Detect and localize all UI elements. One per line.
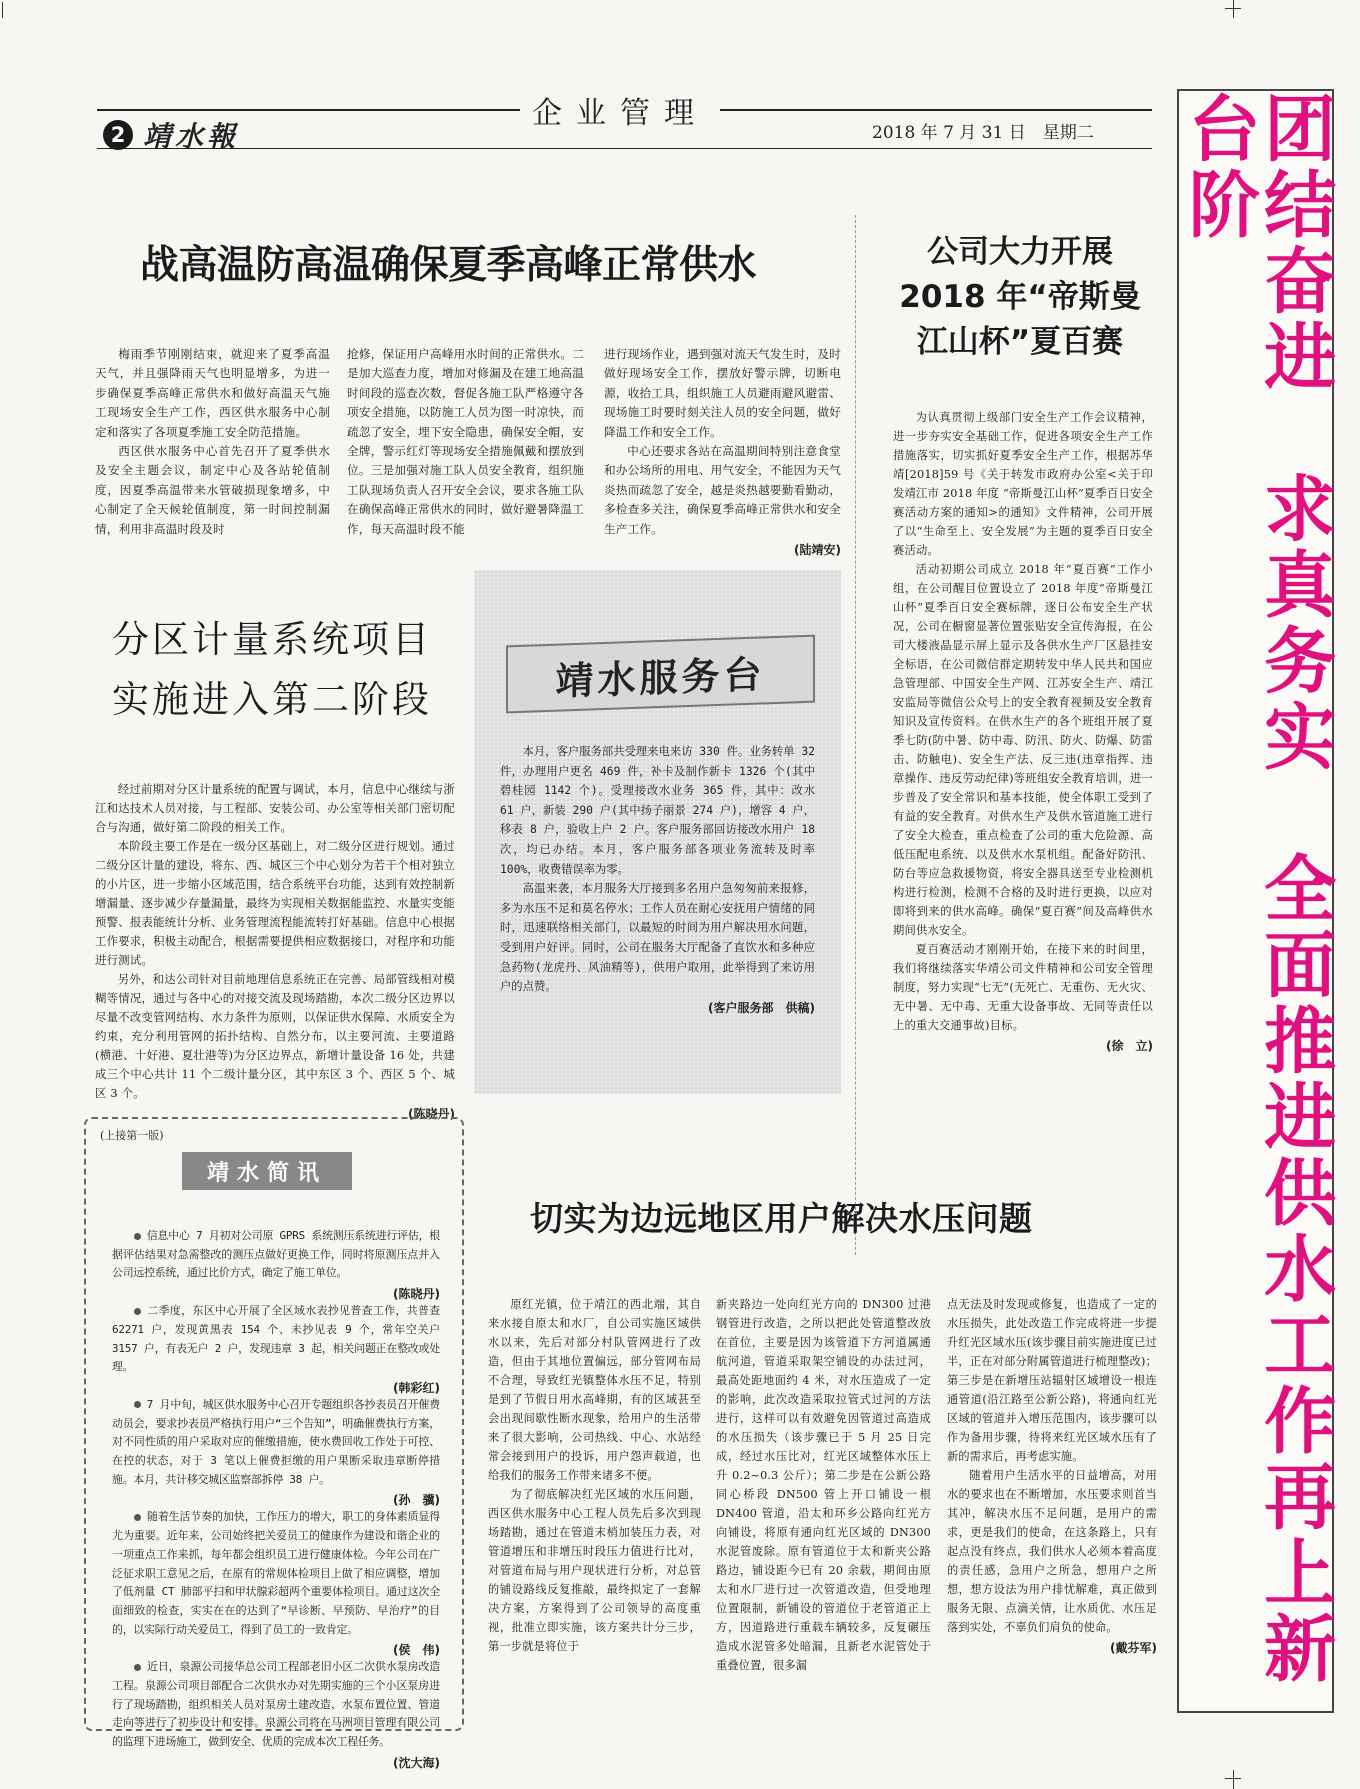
service-banner: 靖水服务台 bbox=[506, 635, 815, 714]
brief-text: 近日，泉源公司接华总公司工程部老旧小区二次供水泵房改造工程。泉源公司项目部配合二次供水办对先期实施的三个小区泵房进行了现场踏勘，组织相关人员对泵房土建改造、水泵布置位置、管道走向等进行了初步设计和安排。泉源公司将在马洲项目管理有限公司的监理下进场施工，做到安全、优质的完成本次工程任务。 bbox=[112, 1660, 440, 1749]
masthead bbox=[103, 115, 239, 155]
issue-date: 2018 年 7 月 31 日 星期二 bbox=[872, 123, 1094, 143]
byline: (侯 伟) bbox=[393, 1643, 440, 1658]
paragraph: 中心还要求各站在高温期间特别注意食堂和办公场所的用电、用气安全，不能因为天气炎热而疏忽了安全，越是炎热越要勤看勤动，多检查多关注，确保夏季高峰正常供水和安全生产工作。 bbox=[604, 444, 841, 536]
paragraph: 另外，和达公司针对目前地理信息系统正在完善、局部管线相对模糊等情况，通过与各中心的对接交流及现场踏勘，本次二级分区边界以尽量不改变管网结构、水力条件为原则，以保证供水保障、水质安全为约束，充分利用管网的拓扑结构、自然分布，以主要河流、主要道路(横港、十好港、夏壮港等)为分区边界点，新增计量设备 16 处，共建成三个中心共计 11 个二级计量分区，其中东区 3 个、西区 5 个、城区 3 个。 bbox=[95, 972, 455, 1100]
byline: (客户服务部 供稿) bbox=[708, 1000, 815, 1015]
section-title-text: 企业管理 bbox=[520, 96, 720, 131]
article4-headline: 切实为边远地区用户解决水压问题 bbox=[530, 1199, 1033, 1238]
bullet-icon bbox=[134, 1664, 141, 1671]
crop-mark bbox=[1233, 1770, 1234, 1789]
brief-item bbox=[112, 1658, 440, 1752]
headline-line: 2018 年“帝斯曼 bbox=[899, 279, 1141, 315]
paragraph: 点无法及时发现或修复，也造成了一定的水压损失，此处改造工作完成将进一步提升红光区域水压(该步骤目前实施进度已过半，正在对部分附属管道进行梳理整改)；第三步是在新增压站辐射区域增设一根连通管道(沿江路至公新公路)，将通向红光区域的管道并入增压范围内，该步骤可以作为备用步骤，待将来红光区域水压有了新的需求后，再考虑实施。 bbox=[947, 1298, 1157, 1463]
bullet-icon bbox=[134, 1308, 141, 1315]
paragraph: 经过前期对分区计量系统的配置与调试，本月，信息中心继续与浙江和达技术人员对接，与工程部、安装公司、办公室等相关部门密切配合与沟通，做好第二阶段的相关工作。 bbox=[95, 782, 455, 834]
paragraph: 高温来袭，本月服务大厅接到多名用户急匆匆前来报修，多为水压不足和莫名停水；工作人员在耐心安抚用户情绪的同时，迅速联络相关部门，以最短的时间为用户解决用水问题，受到用户好评。同时，公司在服务大厅配备了直饮水和多种应急药物(龙虎丹、风油精等)，供用户取用，此举得到了来访用户的点赞。 bbox=[500, 882, 815, 994]
section-title bbox=[520, 88, 720, 132]
crop-mark bbox=[1233, 0, 1234, 18]
byline: (韩彩红) bbox=[393, 1380, 440, 1395]
headline-line: 分区计量系统项目 bbox=[112, 618, 432, 661]
headline-line: 实施进入第二阶段 bbox=[112, 678, 432, 721]
paragraph: 活动初期公司成立 2018 年“夏百赛”工作小组，在公司醒目位置设立了 2018 年度“帝斯曼江山杯”夏季百日安全赛标牌，逐日公布安全生产状况，公司在橱窗显著位置张贴安全宣传海报，在公司大楼液晶显示屏上显示及各供水生产厂区悬挂安全标语，在公司微信群定期转发中华人民共和国应急管理部、中国安全生产网、江苏安全生产、靖江安监局等微信公众号上的安全教育视频及安全教育知识及宣传资料。在供水生产的各个班组开展了夏季七防(防中暑、防中毒、防汛、防火、防爆、防雷击、防触电)、安全生产法、反三违(违章指挥、违章操作、违反劳动纪律)等班组安全教育培训，进一步普及了安全常识和基本技能，使全体职工受到了有益的安全教育。对供水生产及供水管道施工进行了安全大检查，重点检查了公司的重大危险源、高低压配电系统、以及供水水泵机组。配备好防汛、防台等应急救援物资，将安全器具送至专业检测机构进行检测，检测不合格的及时进行更换，以应对即将到来的供水高峰。确保“夏百赛”间及高峰供水期间供水安全。 bbox=[893, 563, 1153, 937]
byline: (孙 骥) bbox=[393, 1493, 440, 1508]
crop-mark bbox=[1225, 8, 1241, 9]
byline: (戴芬军) bbox=[1110, 1641, 1157, 1655]
paragraph: 本月，客户服务部共受理来电来访 330 件。业务转单 32 件，办理用户更名 469 件，补卡及制作新卡 1326 个(其中碧桂园 1142 个)。受理接改水业务 365 件，其中：改水 61 户，新装 290 户(其中扬子丽景 274 户)，增容 4 户，移表 8 户，验收上户 2 户。客户服务部回访接改水用户 18 次，均已办结。本月，客户服务部各项业务流转及时率 100%，收费错误率为零。 bbox=[500, 745, 815, 876]
service-box bbox=[474, 570, 841, 1094]
byline: (陈晓丹) bbox=[393, 1287, 440, 1302]
paragraph: 进行现场作业，遇到强对流天气发生时，及时做好现场安全工作，摆放好警示牌，切断电源，收拾工具，组织施工人员避雨避风避雷、现场施工时要时刻关注人员的安全问题，做好降温工作和安全工作。 bbox=[604, 347, 841, 439]
page-number-badge: 2 bbox=[103, 120, 133, 150]
brief-text: 信息中心 7 月初对公司原 GPRS 系统测压系统进行评估，根据评估结果对急需整改的测压点做好更换工作，同时将原测压点并入公司远控系统，通过比价方式，确定了施工单位。 bbox=[112, 1229, 440, 1280]
crop-mark bbox=[1225, 1778, 1241, 1779]
briefs-box bbox=[84, 1117, 464, 1770]
headline-line: 公司大力开展 bbox=[927, 234, 1113, 270]
slogan-text: 团结奋进 求真务实 全面推进供水工作再上新台阶 bbox=[1176, 91, 1337, 1687]
byline: (徐 立) bbox=[1106, 1039, 1153, 1053]
paper-name: 靖水報 bbox=[143, 120, 240, 153]
article2-headline bbox=[112, 610, 432, 730]
paragraph: 为认真贯彻上级部门安全生产工作会议精神，进一步夯实安全基础工作，促进各项安全生产工作措施落实，切实抓好夏季安全生产工作，根据苏华靖[2018]59 号《关于转发市政府办公室<关于印发靖江市 2018 年度 “帝斯曼江山杯”夏季百日安全赛活动方案的通知>的通知》文件精神，公司开展了以“生命至上、安全发展”为主题的夏季百日安全赛活动。 bbox=[893, 411, 1153, 557]
brief-text: 二季度，东区中心开展了全区域水表抄见普查工作，共普查 62271 户，发现黄黑表 154 个、未抄见表 9 个，常年空关户 3157 户，有表无户 2 户，发现违章 3 起，相关问题正在整改或处理。 bbox=[112, 1304, 440, 1374]
column-divider bbox=[855, 215, 857, 1255]
byline: (沈大海) bbox=[393, 1755, 440, 1770]
continued-note: (上接第一版) bbox=[100, 1129, 164, 1142]
paragraph: 西区供水服务中心首先召开了夏季供水及安全主题会议，制定中心及各站轮值制度，因夏季高温带来水管破损现象增多，中心制定了全天候轮值制度，第一时间控制漏情，利用非高温时段及时 bbox=[95, 444, 330, 536]
brief-item bbox=[112, 1227, 440, 1283]
paragraph: 抢修，保证用户高峰用水时间的正常供水。二是加大巡查力度，增加对修漏及在建工地高温时间段的巡查次数，督促各施工队严格遵守各项安全措施，以防施工人员为图一时凉快，而疏忽了安全，埋下安全隐患，确保安全帽，安全牌，警示红灯等现场安全措施佩戴和摆放到位。三是加强对施工队人员安全教育，组织施工队现场负责人召开安全会议，要求各施工队在确保高峰正常供水的同时，做好避暑降温工作，每天高温时段不能 bbox=[347, 347, 584, 536]
article4-col2 bbox=[716, 1295, 931, 1735]
paragraph: 本阶段主要工作是在一级分区基础上，对二级分区进行规划。通过二级分区计量的建设，将东、西、城区三个中心划分为若干个相对独立的小片区，进一步缩小区域范围，结合系统平台功能，达到有效控制新增漏量、逐步减少存量漏量，最终为实现相关数据能监控、水量实变能预警、报表能统计分析、业务管理流程能流转打好基础。信息中心根据工作要求，积极主动配合，根据需要提供相应数据接口，对程序和功能进行测试。 bbox=[95, 839, 455, 967]
article1-col3 bbox=[604, 345, 841, 560]
article2-body bbox=[95, 780, 455, 1121]
briefs-title: 靖水简讯 bbox=[182, 1152, 352, 1190]
brief-item bbox=[112, 1396, 440, 1490]
header-rule-bottom bbox=[97, 148, 1152, 149]
headline-line: 江山杯”夏百赛 bbox=[916, 324, 1124, 360]
paragraph: 梅雨季节刚刚结束，就迎来了夏季高温天气，并且强降雨天气也明显增多，为进一步确保夏季高峰正常供水和做好高温天气施工现场安全生产工作，西区供水服务中心制定和落实了各项夏季施工安全防范措施。 bbox=[95, 347, 330, 439]
briefs-body bbox=[112, 1227, 440, 1770]
brief-text: 7 月中旬，城区供水服务中心召开专题组织各抄表员召开催费动员会，要求抄表员严格执行用户“三个告知”，明确催费执行方案，对不同性质的用户采取对应的催缴措施，使水费回收工作处于可控、在控的状态，对于 3 笔以上催费拒缴的用户果断采取违章断停措施。本月，共计移交城区监察部拆停 38 户。 bbox=[112, 1397, 440, 1486]
bullet-icon bbox=[134, 1514, 141, 1521]
brief-item bbox=[112, 1302, 440, 1377]
byline: (陆靖安) bbox=[794, 543, 841, 558]
brief-item bbox=[112, 1508, 440, 1639]
article1-col2 bbox=[347, 345, 584, 560]
bullet-icon bbox=[134, 1401, 141, 1408]
service-body bbox=[500, 742, 815, 1016]
brief-text: 随着生活节奏的加快，工作压力的增大，职工的身体素质显得尤为重要。近年来，公司始终把关爱员工的健康作为建设和谐企业的一项重点工作来抓，每年都会组织员工进行健康体检。今年公司在广泛征求职工意见之后，在原有的常规体检项目上做了相应调整，增加了低剂量 CT 肺部平扫和甲状腺彩超两个重要体检项目。通过这次全面细致的检查，实实在在的达到了“早诊断、早预防、早治疗”的目的，以实际行动关爱员工，得到了员工的一致肯定。 bbox=[112, 1510, 440, 1636]
article1-col1 bbox=[95, 345, 330, 560]
paragraph: 随着用户生活水平的日益增高，对用水的要求也在不断增加，水压要求则首当其冲，解决水压不足问题，是用户的需求，更是我们的使命，在这条路上，只有起点没有终点，我们供水人必须本着高度的责任感，急用户之所急，想用户之所想，想方设法为用户排忧解难，真正做到服务无限、点滴关情，让水质优、水压足落到实处，不辜负们肩负的使命。 bbox=[947, 1469, 1157, 1634]
paragraph: 为了彻底解决红光区域的水压问题，西区供水服务中心工程人员先后多次到现场踏勘，通过在管道末梢加装压力表，对管道增压和非增压时段压力值进行比对，对管道布局与用户现状进行分析，对总管的铺设路线反复推敲，最终拟定了一套解决方案，方案得到了公司领导的高度重视，批准立即实施，该方案共计分三步，第一步就是将位于 bbox=[488, 1488, 701, 1653]
article4-col1 bbox=[488, 1295, 701, 1735]
paragraph: 新夹路边一处向红光方向的 DN300 过港钢管进行改造，之所以把此处管道整改放在首位，主要是因为该管道下方河道属通航河道，管道采取架空铺设的办法过河，最高处距地面约 4 米，对水压造成了一定的影响，此次改造采取拉管式过河的方法进行，这样可以有效避免因管道过高造成的水压损失（该步骤已于 5 月 25 日完成，经过水压比对，红光区域整体水压上升 0.2~0.3 公斤）；第二步是在公新公路同心桥段 DN500 管上开口铺设一根 DN400 管道，沿太和环乡公路向红光方向铺设，将原有通向红光区域的 DN300 水泥管废除。原有管道位于太和新夹公路路边，铺设距今已有 20 余载，期间由原太和水厂进行过一次管道改造，但受地理位置限制，新铺设的管道位于老管道正上方，因道路进行重载车辆较多，反复碾压造成水泥管多处暗漏，且新老水泥管处于重叠位置，很多漏 bbox=[716, 1298, 931, 1672]
article3-body bbox=[893, 408, 1153, 1253]
article4-col3 bbox=[947, 1295, 1157, 1735]
slogan-banner bbox=[1176, 89, 1337, 1713]
paragraph: 原红光镇，位于靖江的西北端，其自来水接自原太和水厂，自公司实施区域供水以来，先后对部分村队管网进行了改造，但由于其地位置偏远，部分管网布局不合理，导致红光镇整体水压不足，特别是到了节假日用水高峰期，有的区域甚至会出现间歇性断水现象，给用户的生活带来了很大影响，公司热线、中心、水站经常会接到用户的投诉，用户怨声载道，也给我们的服务工作带来诸多不便。 bbox=[488, 1298, 701, 1482]
crop-mark bbox=[2, 2, 3, 18]
paragraph: 夏百赛活动才刚刚开始，在接下来的时间里，我们将继续落实华靖公司文件精神和公司安全管理制度，努力实现“七无”(无死亡、无重伤、无火灾、无中暑、无中毒、无重大设备事故、无同等责任以上的重大交通事故)目标。 bbox=[893, 943, 1153, 1032]
byline: (陈晓丹) bbox=[408, 1107, 455, 1121]
bullet-icon bbox=[134, 1233, 141, 1240]
article3-headline bbox=[880, 230, 1160, 365]
article1-headline: 战高温防高温确保夏季高峰正常供水 bbox=[140, 243, 757, 288]
